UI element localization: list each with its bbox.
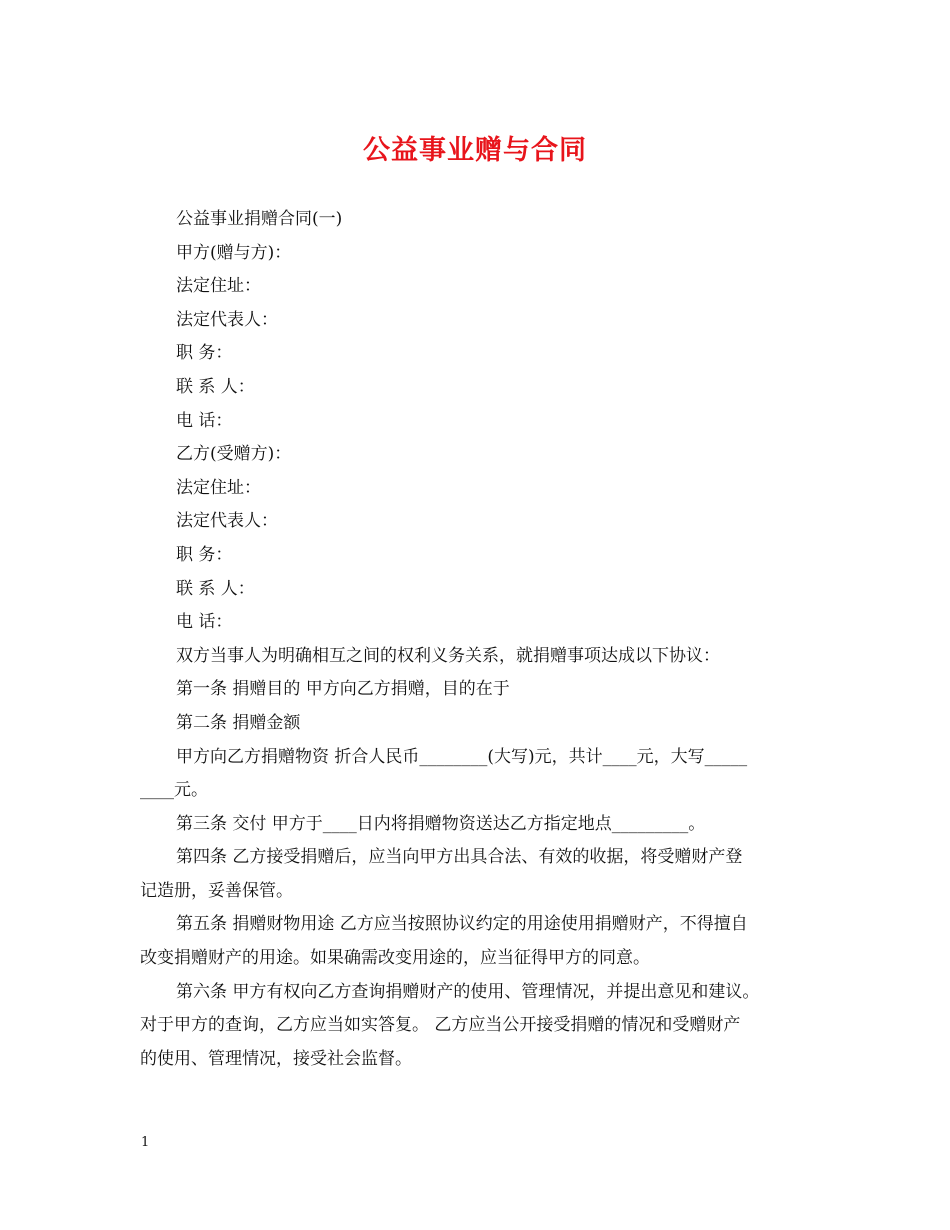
text-line: 第四条 乙方接受捐赠后，应当向甲方出具合法、有效的收据，将受赠财产登 <box>176 847 743 868</box>
text-line: ____元。 <box>140 780 208 801</box>
text-line: 第三条 交付 甲方于____日内将捐赠物资送达乙方指定地点_________。 <box>176 813 706 834</box>
text-line: 甲方向乙方捐赠物资 折合人民币________(大写)元，共计____元，大写_____ <box>176 746 748 767</box>
text-line: 的使用、管理情况，接受社会监督。 <box>140 1048 412 1069</box>
text-line: 电 话： <box>176 410 233 431</box>
text-line: 法定代表人： <box>176 511 278 532</box>
text-line: 第六条 甲方有权向乙方查询捐赠财产的使用、管理情况，并提出意见和建议。 <box>176 981 760 1002</box>
text-line: 法定代表人： <box>176 309 278 330</box>
text-line: 记造册，妥善保管。 <box>140 880 293 901</box>
text-line: 联 系 人： <box>176 578 255 599</box>
text-line: 第二条 捐赠金额 <box>176 712 301 733</box>
text-line: 公益事业捐赠合同(一) <box>176 209 343 229</box>
document-title: 公益事业赠与合同 <box>363 135 587 166</box>
page-number: 1 <box>141 1135 150 1150</box>
text-line: 电 话： <box>176 612 233 633</box>
text-line: 双方当事人为明确相互之间的权利义务关系，就捐赠事项达成以下协议： <box>176 645 720 666</box>
text-line: 第五条 捐赠财物用途 乙方应当按照协议约定的用途使用捐赠财产，不得擅自 <box>176 914 748 935</box>
text-line: 第一条 捐赠目的 甲方向乙方捐赠，目的在于 <box>176 679 510 700</box>
text-line: 法定住址： <box>176 276 261 297</box>
text-line: 对于甲方的查询，乙方应当如实答复。 乙方应当公开接受捐赠的情况和受赠财产 <box>140 1015 741 1036</box>
text-line: 职 务： <box>176 343 233 364</box>
text-line: 甲方(赠与方)： <box>176 242 292 263</box>
text-line: 乙方(受赠方)： <box>176 444 292 465</box>
contract-body <box>140 203 820 1076</box>
text-line: 职 务： <box>176 544 233 565</box>
text-line: 法定住址： <box>176 477 261 498</box>
text-line: 改变捐赠财产的用途。如果确需改变用途的，应当征得甲方的同意。 <box>140 948 650 969</box>
text-line: 联 系 人： <box>176 376 255 397</box>
